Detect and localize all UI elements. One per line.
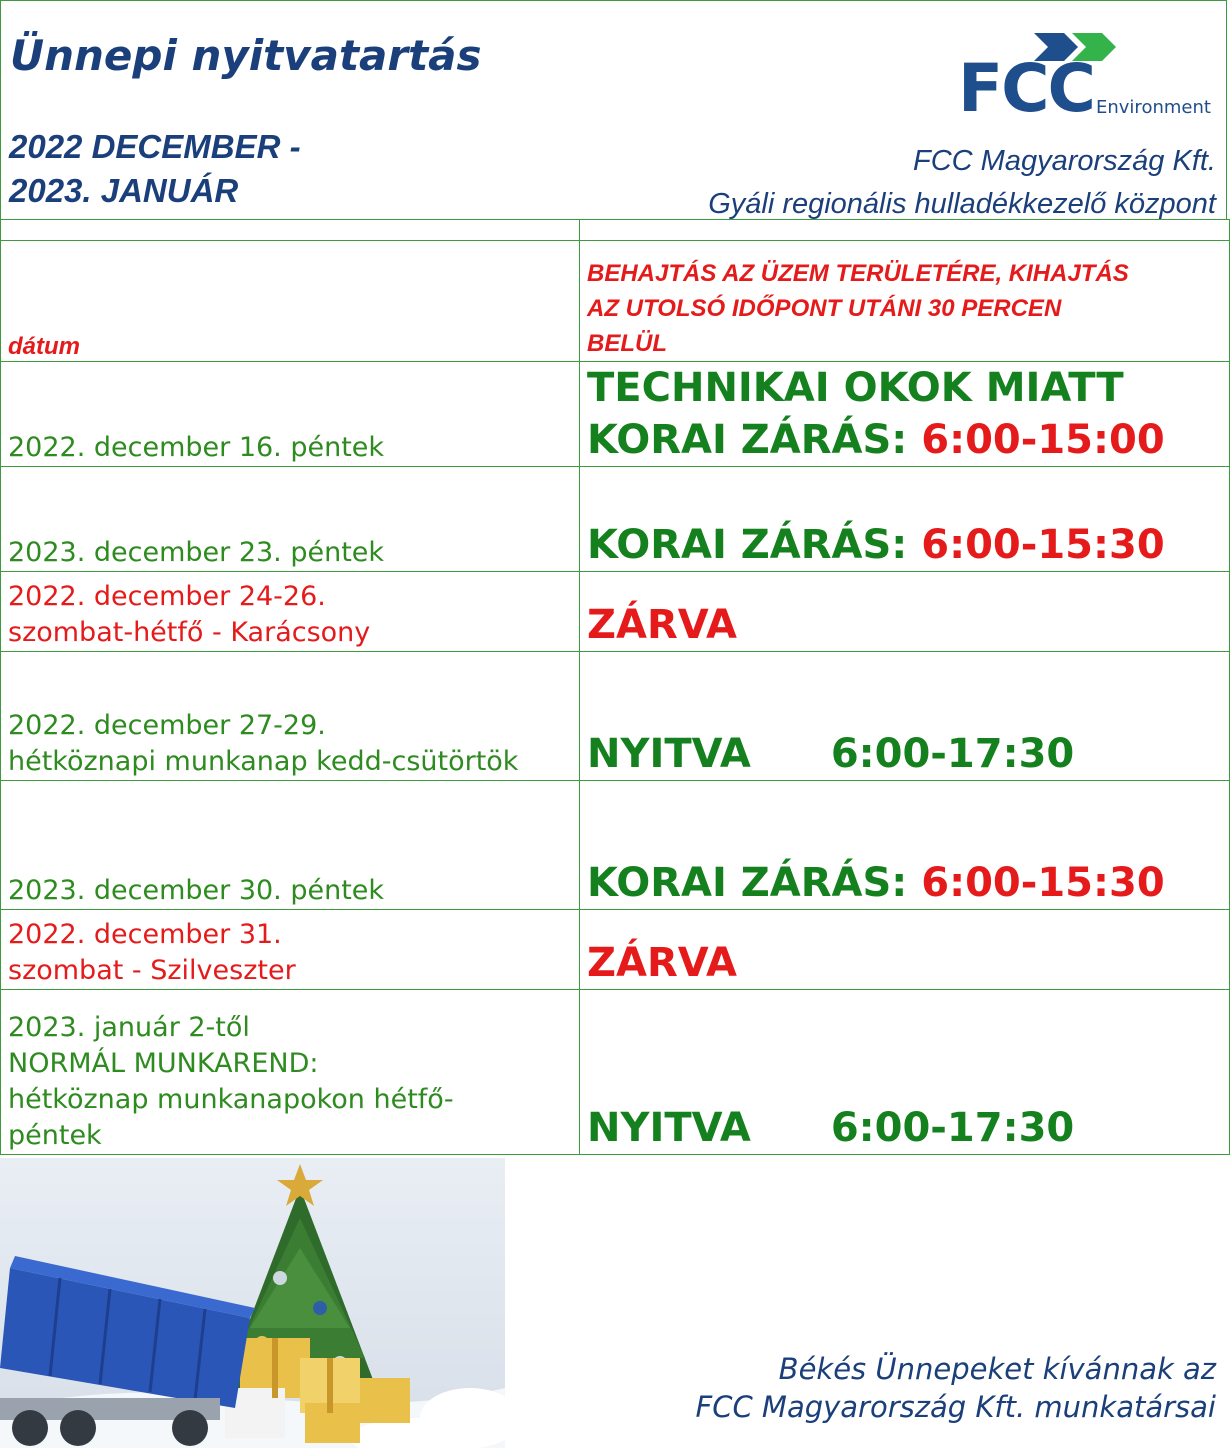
table-row [1, 990, 1230, 1155]
row-status: ZÁRVA [580, 572, 1230, 652]
logo-wordmark: FCC [958, 50, 1094, 123]
logo-subtext: Environment [1096, 97, 1211, 118]
row-date: 2022. december 27-29. hétköznapi munkanap kedd-csütörtök [1, 652, 580, 781]
greeting-message [696, 1350, 1216, 1426]
schedule-table [0, 219, 1230, 1155]
period-label [9, 125, 301, 213]
table-row [1, 467, 1230, 572]
row-date: 2022. december 31. szombat - Szilveszter [1, 910, 580, 990]
wheel-icon [12, 1410, 48, 1446]
table-row [1, 910, 1230, 990]
row-status: KORAI ZÁRÁS: 6:00-15:30 [580, 781, 1230, 910]
wheel-icon [172, 1410, 208, 1446]
page-title: Ünnepi nyitvatartás [10, 31, 482, 80]
ornament-icon [313, 1301, 327, 1315]
table-header-row [1, 241, 1230, 362]
row-status: NYITVA 6:00-17:30 [580, 652, 1230, 781]
gift-ribbon [327, 1358, 333, 1413]
company-site: Gyáli regionális hulladékkezelő központ [708, 188, 1216, 220]
row-date: 2023. december 23. péntek [1, 467, 580, 572]
row-date: 2023. december 30. péntek [1, 781, 580, 910]
table-row [1, 362, 1230, 467]
wheel-icon [60, 1410, 96, 1446]
row-date: 2022. december 16. péntek [1, 362, 580, 467]
period-line-1: 2022 DECEMBER - [9, 128, 301, 165]
row-date: 2023. január 2-től NORMÁL MUNKAREND: hétköznap munkanapokon hétfő- péntek [1, 990, 580, 1155]
row-date: 2022. december 24-26. szombat-hétfő - Karácsony [1, 572, 580, 652]
column-header-rule: BEHAJTÁS AZ ÜZEM TERÜLETÉRE, KIHAJTÁS AZ UTOLSÓ IDŐPONT UTÁNI 30 PERCEN BELÜL [580, 241, 1230, 362]
table-row [1, 781, 1230, 910]
fcc-environment-logo [956, 23, 1226, 123]
gift-icon [360, 1378, 410, 1423]
spacer-row [1, 220, 1230, 241]
row-status: KORAI ZÁRÁS: 6:00-15:30 [580, 467, 1230, 572]
greeting-line-1: Békés Ünnepeket kívánnak az [778, 1352, 1216, 1386]
greeting-line-2: FCC Magyarország Kft. munkatársai [695, 1390, 1216, 1424]
gift-ribbon [272, 1338, 278, 1398]
row-status: TECHNIKAI OKOK MIATT KORAI ZÁRÁS: 6:00-15:00 [580, 362, 1230, 467]
column-header-date: dátum [1, 241, 580, 362]
row-status: ZÁRVA [580, 910, 1230, 990]
christmas-illustration [0, 1158, 505, 1448]
row-status: NYITVA 6:00-17:30 [580, 990, 1230, 1155]
header-section [0, 0, 1227, 219]
ornament-icon [273, 1271, 287, 1285]
table-row [1, 572, 1230, 652]
company-info [708, 140, 1216, 226]
period-line-2: 2023. JANUÁR [9, 172, 239, 209]
company-name: FCC Magyarország Kft. [913, 145, 1216, 177]
table-row [1, 652, 1230, 781]
